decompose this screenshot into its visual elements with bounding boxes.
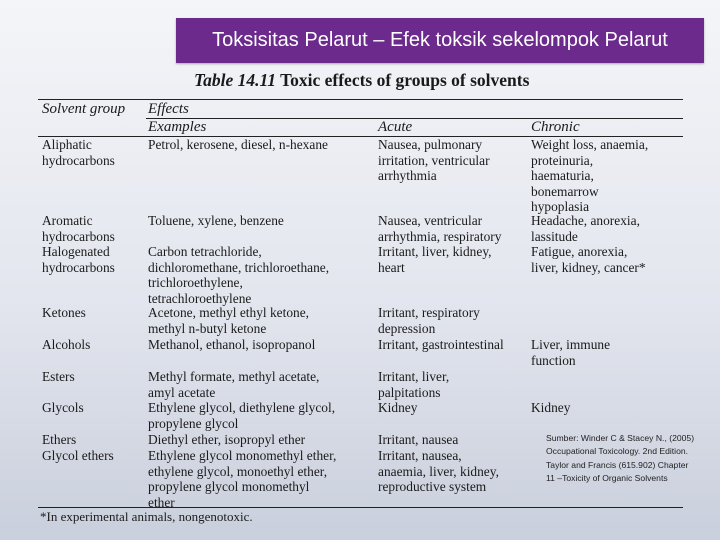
cell-examples: Diethyl ether, isopropyl ether xyxy=(148,432,306,447)
cell-chronic: Headache, anorexia, lassitude xyxy=(531,213,640,244)
cell-solvent-group: Aliphatic hydrocarbons xyxy=(42,137,115,168)
table-caption xyxy=(194,70,529,91)
cell-solvent-group: Alcohols xyxy=(42,337,91,352)
cell-acute: Irritant, nausea xyxy=(378,432,459,447)
cell-examples: Carbon tetrachloride, dichloromethane, trichloroethane, trichloroethylene, tetrachloroethylene xyxy=(148,244,330,306)
cell-chronic: Fatigue, anorexia, liver, kidney, cancer* xyxy=(531,244,646,275)
table-caption-label: Table 14.11 xyxy=(194,70,276,90)
cell-chronic: Liver, immune function xyxy=(531,337,611,368)
header-solvent-group: Solvent group xyxy=(42,101,126,117)
cell-acute: Irritant, liver, palpitations xyxy=(378,369,450,400)
cell-examples: Methyl formate, methyl acetate, amyl acetate xyxy=(148,369,320,400)
cell-examples: Toluene, xylene, benzene xyxy=(148,213,284,228)
cell-solvent-group: Esters xyxy=(42,369,75,384)
header-effects-rule xyxy=(146,118,683,119)
cell-examples: Ethylene glycol monomethyl ether, ethylene glycol, monoethyl ether, propylene glycol monomethyl ether xyxy=(148,448,337,510)
cell-acute: Irritant, respiratory depression xyxy=(378,305,480,336)
header-chronic: Chronic xyxy=(531,119,580,135)
cell-solvent-group: Ketones xyxy=(42,305,86,320)
table-top-rule xyxy=(38,99,683,100)
cell-examples: Acetone, methyl ethyl ketone, methyl n-butyl ketone xyxy=(148,305,310,336)
cell-solvent-group: Glycols xyxy=(42,400,84,415)
cell-examples: Methanol, ethanol, isopropanol xyxy=(148,337,316,352)
header-examples: Examples xyxy=(148,119,207,135)
cell-examples: Ethylene glycol, diethylene glycol, propylene glycol xyxy=(148,400,336,431)
cell-acute: Nausea, pulmonary irritation, ventricular arrhythmia xyxy=(378,137,490,184)
cell-solvent-group: Ethers xyxy=(42,432,77,447)
cell-acute: Irritant, nausea, anaemia, liver, kidney, reproductive system xyxy=(378,448,499,495)
cell-acute: Irritant, liver, kidney, heart xyxy=(378,244,492,275)
cell-chronic: Weight loss, anaemia, proteinuria, haematuria, bonemarrow hypoplasia xyxy=(531,137,649,215)
slide-title: Toksisitas Pelarut – Efek toksik sekelompok Pelarut xyxy=(176,18,704,63)
header-effects: Effects xyxy=(148,101,189,117)
table-caption-text: Toxic effects of groups of solvents xyxy=(280,70,530,90)
source-note: Sumber: Winder C & Stacey N., (2005) Occupational Toxicology. 2nd Edition. Taylor and Francis (615.902) Chapter 11 –Toxicity of Organic Solvents xyxy=(546,433,695,484)
table-bottom-rule xyxy=(38,507,683,508)
cell-acute: Irritant, gastrointestinal xyxy=(378,337,504,352)
cell-solvent-group: Aromatic hydrocarbons xyxy=(42,213,115,244)
cell-acute: Kidney xyxy=(378,400,418,415)
cell-examples: Petrol, kerosene, diesel, n-hexane xyxy=(148,137,328,152)
table-footnote: *In experimental animals, nongenotoxic. xyxy=(40,509,253,524)
cell-solvent-group: Glycol ethers xyxy=(42,448,114,463)
cell-solvent-group: Halogenated hydrocarbons xyxy=(42,244,115,275)
cell-acute: Nausea, ventricular arrhythmia, respiratory xyxy=(378,213,502,244)
header-acute: Acute xyxy=(378,119,413,135)
cell-chronic: Kidney xyxy=(531,400,571,415)
